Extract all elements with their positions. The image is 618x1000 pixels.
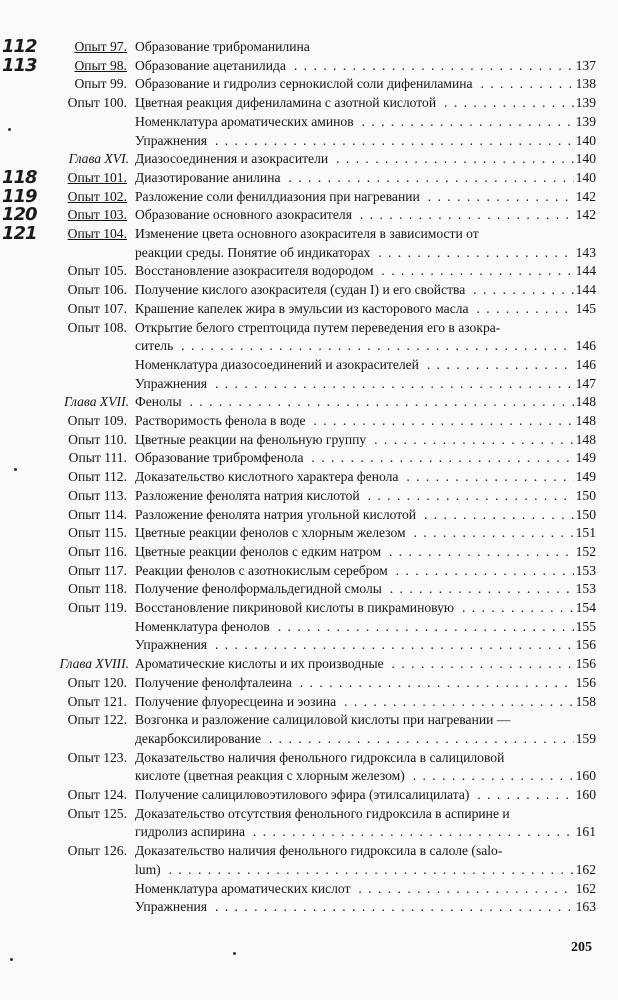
handwritten-number: 112 [2,36,37,57]
entry-page: 147 [575,375,596,391]
entry-title [135,449,574,467]
entry-title [135,786,574,804]
experiment-label: Опыт 102. [67,188,127,204]
experiment-label: Опыт 106. [67,282,127,298]
entry-title-text: Номенклатура ароматических аминов [135,114,357,129]
entry-title [135,711,574,729]
handwritten-number: 113 [2,54,37,76]
chapter-label: Глава XVIII. [59,656,129,672]
entry-page: 140 [575,169,596,185]
toc-entry-row [0,244,618,262]
handwritten-number: 118 [2,166,37,188]
toc-entry-row [0,898,618,916]
entry-page: 139 [575,113,596,129]
entry-title [135,487,574,505]
entry-title-text: Номенклатура фенолов [135,619,273,634]
entry-title-text: Цветная реакция дифениламина с азотной кислотой [135,95,439,110]
entry-page: 153 [575,581,596,597]
entry-title-text: Ароматические кислоты и их производные [135,656,387,671]
toc-entry-row [0,468,618,486]
entry-title [135,113,574,131]
entry-title-text: Изменение цвета основного азокрасителя в зависимости от [135,226,482,241]
experiment-label: Опыт 98. [74,57,127,73]
entry-title [135,898,574,916]
experiment-label: Опыт 109. [67,413,127,428]
entry-page: 140 [575,151,596,167]
entry-title-text: Реакции фенолов с азотнокислым серебром [135,563,391,578]
entry-title [135,206,574,224]
handwritten-number: 119 [2,185,37,207]
entry-page: 145 [575,300,596,316]
entry-title [135,188,574,206]
toc-entry-row [0,599,618,617]
entry-title [135,767,574,785]
entry-page: 159 [575,730,596,746]
entry-page: 156 [575,656,596,672]
entry-title [135,337,574,355]
toc-entry-row [0,375,618,393]
toc-entry-row [0,262,618,280]
toc-entry-row [0,805,618,823]
entry-title [135,842,574,860]
experiment-label: Опыт 113. [68,487,127,503]
toc-entry-row [0,412,618,430]
entry-title-text: ситель [135,338,176,353]
toc-entry-row [0,861,618,879]
entry-title-text: Восстановление азокрасителя водородом [135,263,377,278]
toc-chapter-row [0,655,618,673]
entry-title-text: Номенклатура диазосоединений и азокрасителей [135,357,422,372]
entry-page: 148 [575,431,596,447]
experiment-label: Опыт 125. [67,805,127,821]
entry-title-text: Цветные реакции фенолов с хлорным железом [135,525,409,540]
entry-title-text: Диазосоединения и азокрасители [135,151,331,166]
entry-title [135,169,574,187]
entry-title [135,281,574,299]
entry-title [135,57,574,75]
entry-page: 137 [575,57,596,73]
experiment-label: Опыт 114. [68,506,127,522]
entry-page: 156 [575,674,596,690]
entry-title-text: Получение фенолфталеина [135,675,295,690]
entry-title [135,75,574,93]
toc-entry-row [0,319,618,337]
toc-entry-row [0,506,618,524]
entry-title [135,524,574,542]
entry-page: 149 [575,469,596,485]
entry-page: 153 [575,562,596,578]
entry-title [135,150,574,168]
experiment-label: Опыт 116. [68,543,127,559]
entry-title [135,38,574,56]
toc-entry-row [0,711,618,729]
entry-title-text: Упражнения [135,637,210,652]
toc-entry-row [0,786,618,804]
entry-title [135,674,574,692]
entry-title [135,880,574,898]
entry-title-text: lum) [135,862,164,877]
experiment-label: Опыт 124. [67,787,127,802]
toc-entry-row [0,431,618,449]
toc-entry-row [0,54,618,76]
experiment-label: Опыт 117. [68,562,127,578]
entry-page: 142 [575,188,596,204]
toc-entry-row [0,185,618,207]
scan-speck [10,958,13,961]
entry-title [135,506,574,524]
entry-page: 144 [575,282,596,298]
experiment-label: Опыт 97. [74,39,127,54]
toc-entry-row [0,132,618,150]
entry-title [135,693,574,711]
toc-entry-row [0,730,618,748]
entry-title-text: Цветные реакции фенолов с едким натром [135,544,384,559]
experiment-label: Опыт 104. [67,226,127,241]
toc-chapter-row [0,393,618,411]
entry-title [135,412,574,430]
chapter-label: Глава XVI. [68,151,129,167]
page-number: 205 [571,940,592,955]
entry-page: 146 [575,356,596,372]
entry-title-text: Образование триброманилина [135,39,313,54]
entry-title-text: Разложение фенолята натрия угольной кислотой [135,507,419,522]
entry-page: 155 [575,618,596,634]
entry-title [135,94,574,112]
entry-title-text: Возгонка и разложение салициловой кислоты при нагревании — [135,712,513,727]
toc-entry-row [0,356,618,374]
toc-entry-row [0,842,618,860]
entry-page: 143 [575,244,596,260]
entry-title-text: Доказательство отсутствия фенольного гидроксила в аспирине и [135,806,513,821]
entry-title [135,319,574,337]
entry-title-text: Разложение соли фенилдиазония при нагревании [135,189,423,204]
toc-entry-row [0,281,618,299]
handwritten-number: 121 [2,223,37,244]
entry-title-text: Упражнения [135,376,210,391]
handwritten-number: 120 [2,204,37,226]
entry-page: 161 [575,824,596,840]
entry-title-text: Образование ацетанилида [135,58,289,73]
entry-title-text: Фенолы [135,394,185,409]
entry-title-text: Получение салициловоэтилового эфира (этилсалицилата) [135,787,472,802]
toc-entry-row [0,206,618,224]
entry-title-text: Номенклатура ароматических кислот [135,881,353,896]
entry-title-text: Цветные реакции на фенольную группу [135,432,369,447]
entry-title-text: кислоте (цветная реакция с хлорным железом) [135,768,408,783]
entry-title-text: гидролиз аспирина [135,824,248,839]
entry-title-text: Образование основного азокрасителя [135,207,355,222]
entry-page: 163 [575,899,596,915]
entry-title-text: Диазотирование анилина [135,170,284,185]
toc-entry-row [0,337,618,355]
entry-page: 162 [575,880,596,896]
experiment-label: Опыт 122. [67,712,127,728]
entry-title-text: Доказательство кислотного характера фенола [135,469,401,484]
entry-title [135,861,574,879]
toc-entry-row [0,487,618,505]
toc-entry-row [0,543,618,561]
entry-page: 162 [575,861,596,877]
entry-title [135,655,574,673]
entry-page: 150 [575,487,596,503]
entry-title-text: Восстановление пикриновой кислоты в пикраминовую [135,600,457,615]
entry-page: 139 [575,95,596,111]
experiment-label: Опыт 105. [67,263,127,279]
experiment-label: Опыт 118. [68,581,127,597]
entry-title [135,543,574,561]
entry-page: 148 [575,413,596,428]
toc-entry-row [0,636,618,654]
entry-title-text: Доказательство наличия фенольного гидроксила в салициловой [135,750,507,765]
entry-title-text: реакции среды. Понятие об индикаторах [135,245,373,260]
experiment-label: Опыт 121. [67,693,127,709]
entry-page: 151 [575,525,596,541]
scan-speck [233,952,236,955]
toc-entry-row [0,225,618,243]
entry-title-text: Растворимость фенола в воде [135,413,309,428]
entry-title [135,356,574,374]
toc-entry-row [0,580,618,598]
entry-title [135,468,574,486]
entry-page: 154 [575,600,596,615]
entry-title-text: Получение кислого азокрасителя (судан I) и его свойства [135,282,468,297]
experiment-label: Опыт 108. [67,319,127,335]
entry-title [135,132,574,150]
toc-entry-row [0,880,618,898]
entry-title [135,244,574,262]
experiment-label: Опыт 107. [67,300,127,316]
scan-speck [8,128,11,131]
entry-title-text: Образование и гидролиз сернокислой соли дифениламина [135,76,476,91]
experiment-label: Опыт 103. [67,207,127,223]
entry-page: 160 [575,768,596,784]
toc-entry-row [0,38,618,56]
experiment-label: Опыт 119. [68,600,127,615]
entry-title [135,599,574,617]
experiment-label: Опыт 123. [67,749,127,765]
entry-page: 149 [575,450,596,466]
entry-title-text: Упражнения [135,133,210,148]
experiment-label: Опыт 120. [67,674,127,690]
toc-entry-row [0,674,618,692]
entry-title [135,805,574,823]
entry-title [135,636,574,654]
toc-entry-row [0,767,618,785]
entry-title-text: Крашение капелек жира в эмульсии из касторового масла [135,301,472,316]
toc-entry-row [0,618,618,636]
entry-page: 156 [575,637,596,653]
entry-title [135,300,574,318]
entry-title-text: декарбоксилирование [135,731,264,746]
entry-title [135,823,574,841]
entry-page: 140 [575,132,596,148]
experiment-label: Опыт 111. [68,450,127,466]
toc-entry-row [0,449,618,467]
entry-title-text: Образование трибромфенола [135,450,307,465]
entry-title [135,225,574,243]
toc-entry-row [0,166,618,188]
entry-title-text: Получение флуоресцеина и эозина [135,694,339,709]
entry-title [135,580,574,598]
entry-title-text: Упражнения [135,899,210,914]
experiment-label: Опыт 126. [67,843,127,859]
entry-title [135,562,574,580]
entry-title [135,749,574,767]
experiment-label: Опыт 115. [68,525,127,541]
entry-page: 148 [575,394,596,410]
experiment-label: Опыт 112. [68,469,127,485]
toc-entry-row [0,524,618,542]
entry-title-text: Разложение фенолята натрия кислотой [135,488,363,503]
experiment-label: Опыт 100. [67,95,127,111]
toc-entry-row [0,113,618,131]
entry-title-text: Получение фенолформальдегидной смолы [135,581,385,596]
entry-page: 152 [575,543,596,559]
entry-title [135,375,574,393]
entry-title [135,730,574,748]
experiment-label: Опыт 99. [74,76,127,92]
entry-page: 158 [575,693,596,709]
entry-title [135,262,574,280]
scan-speck [14,468,17,471]
toc-entry-row [0,693,618,711]
entry-title [135,393,574,411]
toc-chapter-row [0,150,618,168]
entry-page: 142 [575,207,596,223]
entry-title-text: Доказательство наличия фенольного гидроксила в салоле (salo- [135,843,505,858]
experiment-label: Опыт 110. [68,431,127,447]
toc-entry-row [0,75,618,93]
entry-page: 150 [575,506,596,522]
entry-page: 160 [575,787,596,802]
toc-entry-row [0,300,618,318]
entry-title [135,431,574,449]
experiment-label: Опыт 101. [67,169,127,185]
chapter-label: Глава XVII. [64,394,129,410]
entry-title [135,618,574,636]
entry-page: 138 [575,76,596,92]
toc-entry-row [0,562,618,580]
toc-entry-row [0,94,618,112]
toc-entry-row [0,823,618,841]
entry-page: 146 [575,338,596,354]
entry-title-text: Открытие белого стрептоцида путем переведения его в азокра- [135,320,503,335]
entry-page: 144 [575,263,596,279]
toc-entry-row [0,749,618,767]
